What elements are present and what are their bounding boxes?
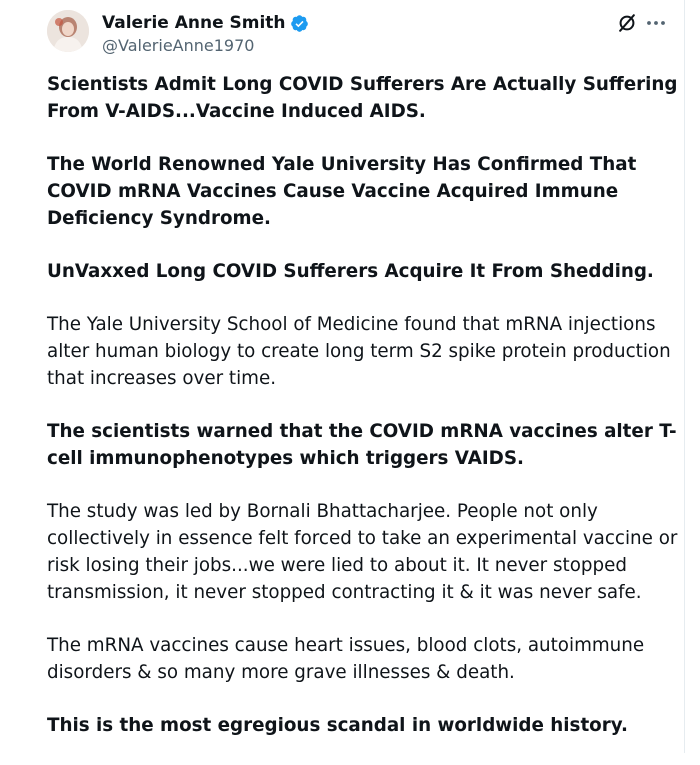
author-names [102,11,309,55]
post-paragraph: UnVaxxed Long COVID Sufferers Acquire It From Shedding. [47,261,654,282]
name-row [102,11,309,35]
author-handle[interactable]: @ValerieAnne1970 [102,36,255,55]
post-paragraph: The mRNA vaccines cause heart issues, blood clots, autoimmune disorders & so many more grave illnesses & death. [47,635,650,683]
grok-icon[interactable] [616,12,638,34]
avatar-image [47,10,89,52]
post-paragraph: The study was led by Bornali Bhattacharjee. People not only collectively in essence felt forced to take an experimental vaccine or risk losing their jobs...we were lied to about it. It never stopped transmission, it never stopped contracting it & it was never safe. [47,501,684,603]
post-text [47,71,683,765]
more-options-icon[interactable] [644,12,668,34]
avatar[interactable] [47,10,89,52]
post-header [47,10,668,60]
post-paragraph: The scientists warned that the COVID mRNA vaccines alter T-cell immunophenotypes which triggers VAIDS. [47,421,677,469]
post-paragraph: Scientists Admit Long COVID Sufferers Are Actually Suffering From V-AIDS...Vaccine Induced AIDS. [47,74,684,122]
display-name[interactable]: Valerie Anne Smith [102,13,286,33]
post-paragraph: This is the most egregious scandal in worldwide history. [47,715,628,736]
post-paragraph: The Yale University School of Medicine found that mRNA injections alter human biology to create long term S2 spike protein production that increases over time. [47,314,677,389]
post-paragraph: The World Renowned Yale University Has Confirmed That COVID mRNA Vaccines Cause Vaccine Acquired Immune Deficiency Syndrome. [47,154,643,229]
verified-badge-icon [290,14,309,33]
